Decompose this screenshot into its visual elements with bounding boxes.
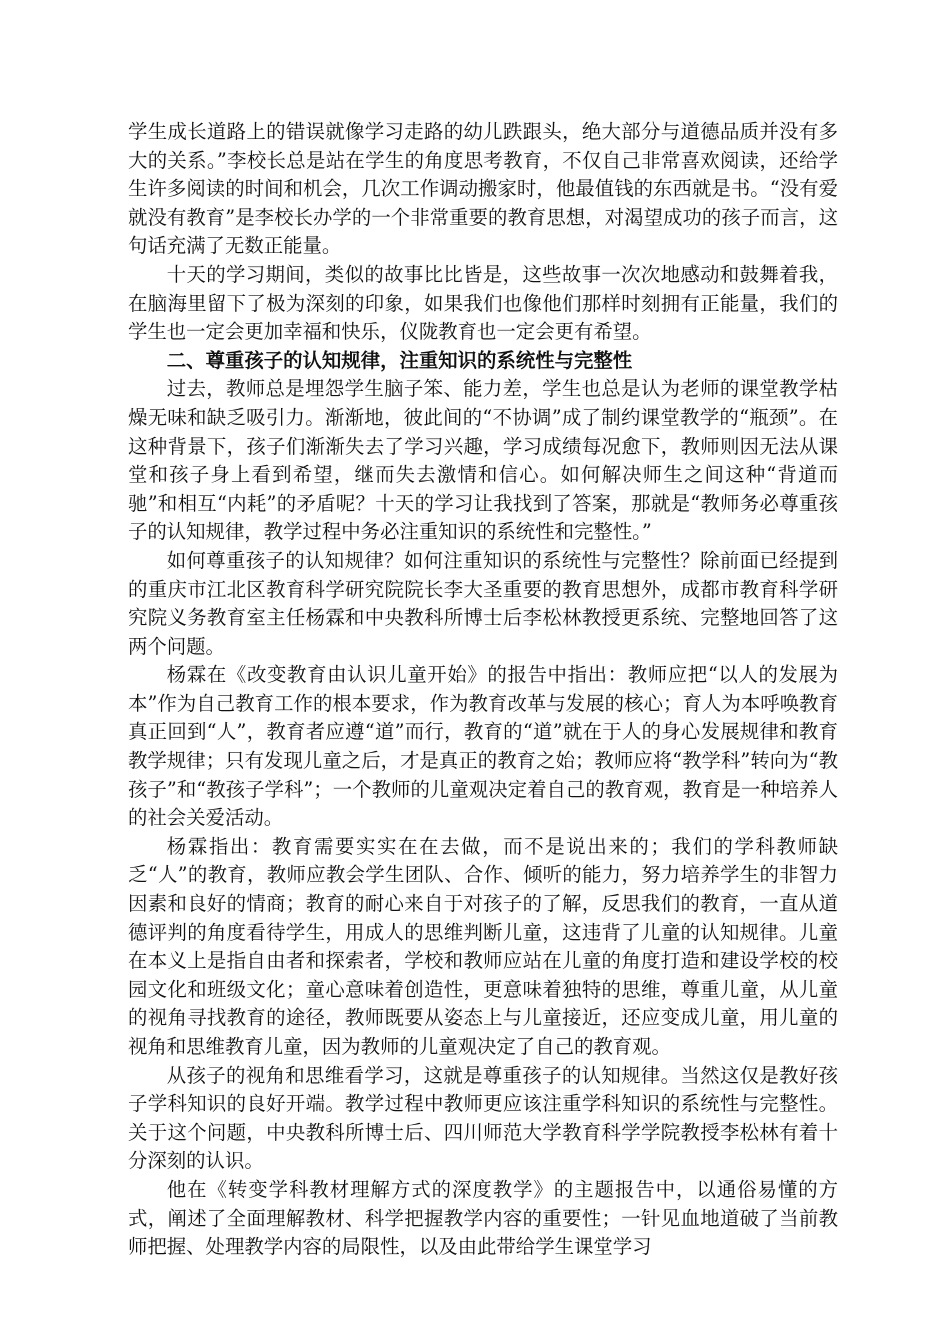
section-heading: 二、尊重孩子的认知规律，注重知识的系统性与完整性 bbox=[166, 348, 633, 372]
paragraph: 如何尊重孩子的认知规律？如何注重知识的系统性与完整性？除前面已经提到的重庆市江北区教育科学研究院院长李大圣重要的教育思想外，成都市教育科学研究院义务教育室主任杨霖和中央教科所博士后李松林教授更系统、完整地回答了这两个问题。 bbox=[128, 548, 838, 658]
paragraph: 他在《转变学科教材理解方式的深度教学》的主题报告中，以通俗易懂的方式，阐述了全面理解教材、科学把握教学内容的重要性；一针见血地道破了当前教师把握、处理教学内容的局限性，以及由此带给学生课堂学习 bbox=[128, 1177, 838, 1259]
paragraph: 杨霖指出：教育需要实实在在去做，而不是说出来的；我们的学科教师缺乏“人”的教育，教师应教会学生团队、合作、倾听的能力，努力培养学生的非智力因素和良好的情商；教育的耐心来自于对孩子的了解，反思我们的教育，一直从道德评判的角度看待学生，用成人的思维判断儿童，这违背了儿童的认知规律。儿童在本义上是指自由者和探索者，学校和教师应站在儿童的角度打造和建设学校的校园文化和班级文化；童心意味着创造性，更意味着独特的思维，尊重儿童，从儿童的视角寻找教育的途径，教师既要从姿态上与儿童接近，还应变成儿童，用儿童的视角和思维教育儿童，因为教师的儿童观决定了自己的教育观。 bbox=[128, 834, 838, 1058]
paragraph: 从孩子的视角和思维看学习，这就是尊重孩子的认知规律。当然这仅是教好孩子学科知识的良好开端。教学过程中教师更应该注重学科知识的系统性与完整性。关于这个问题，中央教科所博士后、四川师范大学教育科学学院教授李松林有着十分深刻的认识。 bbox=[128, 1063, 838, 1173]
paragraph-continuation: 学生成长道路上的错误就像学习走路的幼儿跌跟头，绝大部分与道德品质并没有多大的关系。”李校长总是站在学生的角度思考教育，不仅自己非常喜欢阅读，还给学生许多阅读的时间和机会，几次工作调动搬家时，他最值钱的东西就是书。“没有爱就没有教育”是李校长办学的一个非常重要的教育思想，对渴望成功的孩子而言，这句话充满了无数正能量。 bbox=[128, 120, 838, 258]
paragraph: 过去，教师总是埋怨学生脑子笨、能力差，学生也总是认为老师的课堂教学枯燥无味和缺乏吸引力。渐渐地，彼此间的“不协调”成了制约课堂教学的“瓶颈”。在这种背景下，孩子们渐渐失去了学习兴趣，学习成绩每况愈下，教师则因无法从课堂和孩子身上看到希望，继而失去激情和信心。如何解决师生之间这种“背道而驰”和相互“内耗”的矛盾呢？十天的学习让我找到了答案，那就是“教师务必尊重孩子的认知规律，教学过程中务必注重知识的系统性和完整性。” bbox=[128, 377, 838, 544]
paragraph: 十天的学习期间，类似的故事比比皆是，这些故事一次次地感动和鼓舞着我，在脑海里留下了极为深刻的印象，如果我们也像他们那样时刻拥有正能量，我们的学生也一定会更加幸福和快乐，仪陇教育也一定会更有希望。 bbox=[128, 262, 838, 344]
paragraph: 杨霖在《改变教育由认识儿童开始》的报告中指出：教师应把“以人的发展为本”作为自己教育工作的根本要求，作为教育改革与发展的核心；育人为本呼唤教育真正回到“人”，教育者应遵“道”而行，教育的“道”就在于人的身心发展规律和教育教学规律；只有发现儿童之后，才是真正的教育之始；教师应将“教学科”转向为“教孩子”和“教孩子学科”；一个教师的儿童观决定着自己的教育观，教育是一种培养人的社会关爱活动。 bbox=[128, 663, 838, 830]
document-page bbox=[128, 118, 838, 1262]
